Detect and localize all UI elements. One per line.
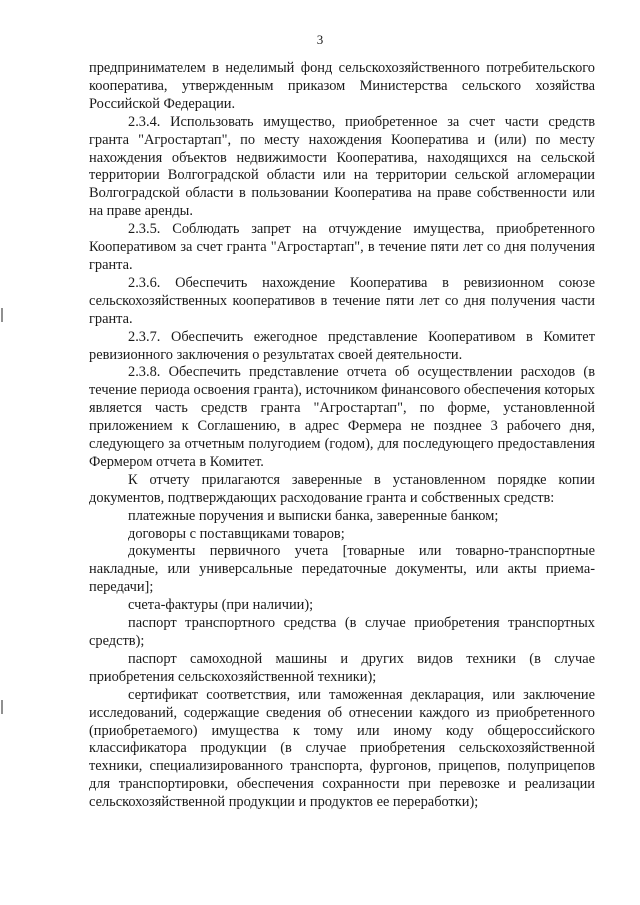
list-item-supplier-contracts: договоры с поставщиками товаров;: [128, 525, 345, 542]
paragraph-2-3-7: 2.3.7. Обеспечить ежегодное представление Кооперативом в Комитет ревизионного заключения о результатах своей деятельности.: [89, 328, 595, 363]
scan-mark: [1, 308, 3, 322]
list-item-payment-orders: платежные поручения и выписки банка, заверенные банком;: [128, 507, 499, 524]
scan-mark: [1, 700, 3, 714]
paragraph-report-attachments: К отчету прилагаются заверенные в установленном порядке копии документов, подтверждающих расходование гранта и собственных средств:: [89, 471, 595, 506]
list-item-primary-documents: документы первичного учета [товарные или товарно-транспортные накладные, или универсальные передаточные документы, или акты приема-передачи];: [89, 543, 595, 596]
paragraph-2-3-6: 2.3.6. Обеспечить нахождение Кооператива в ревизионном союзе сельскохозяйственных кооперативов в течение пяти лет со дня получения части гранта.: [89, 274, 595, 327]
paragraph-2-3-5: 2.3.5. Соблюдать запрет на отчуждение имущества, приобретенного Кооперативом за счет гранта "Агростартап", в течение пяти лет со дня получения гранта.: [89, 221, 595, 273]
list-item-certificate: сертификат соответствия, или таможенная декларация, или заключение исследований, содержащие сведения об отнесении каждого из приобретенного (приобретаемого) имущества к тому или иному коду общероссийского классификатора продукции (в случае приобретения сельскохозяйственной техники, специализированного транспорта, фургонов, прицепов, полуприцепов для транспортировки, обеспечения сохранности при перевозке и реализации сельскохозяйственной продукции и продуктов ее переработки);: [89, 686, 595, 811]
list-item-invoices: счета-фактуры (при наличии);: [128, 597, 314, 614]
page-number: 3: [316, 32, 324, 47]
paragraph-continuation: предпринимателем в неделимый фонд сельскохозяйственного потребительского кооператива, утвержденным приказом Министерства сельского хозяйства Российской Федерации.: [89, 60, 595, 112]
list-item-vehicle-passport: паспорт транспортного средства (в случае приобретения транспортных средств);: [89, 615, 595, 649]
document-body: [89, 60, 595, 812]
paragraph-2-3-8: 2.3.8. Обеспечить представление отчета об осуществлении расходов (в течение периода освоения гранта), источником финансового обеспечения которых является часть средств гранта "Агростартап", по форме, установленной приложением к Соглашению, в адрес Фермера не позднее 3 рабочего дня, следующего за отчетным полугодием (годом), для последующего предоставления Фермером отчета в Комитет.: [89, 364, 595, 470]
list-item-machinery-passport: паспорт самоходной машины и других видов техники (в случае приобретения сельскохозяйственной техники);: [89, 650, 595, 685]
paragraph-2-3-4: 2.3.4. Использовать имущество, приобретенное за счет части средств гранта "Агростартап", по месту нахождения Кооператива и (или) по месту нахождения объектов недвижимости Кооператива, находящихся на сельской территории Волгоградской области или на территории сельской агломерации Волгоградской области в пользовании Кооператива на праве собственности или на праве аренды.: [89, 113, 595, 220]
